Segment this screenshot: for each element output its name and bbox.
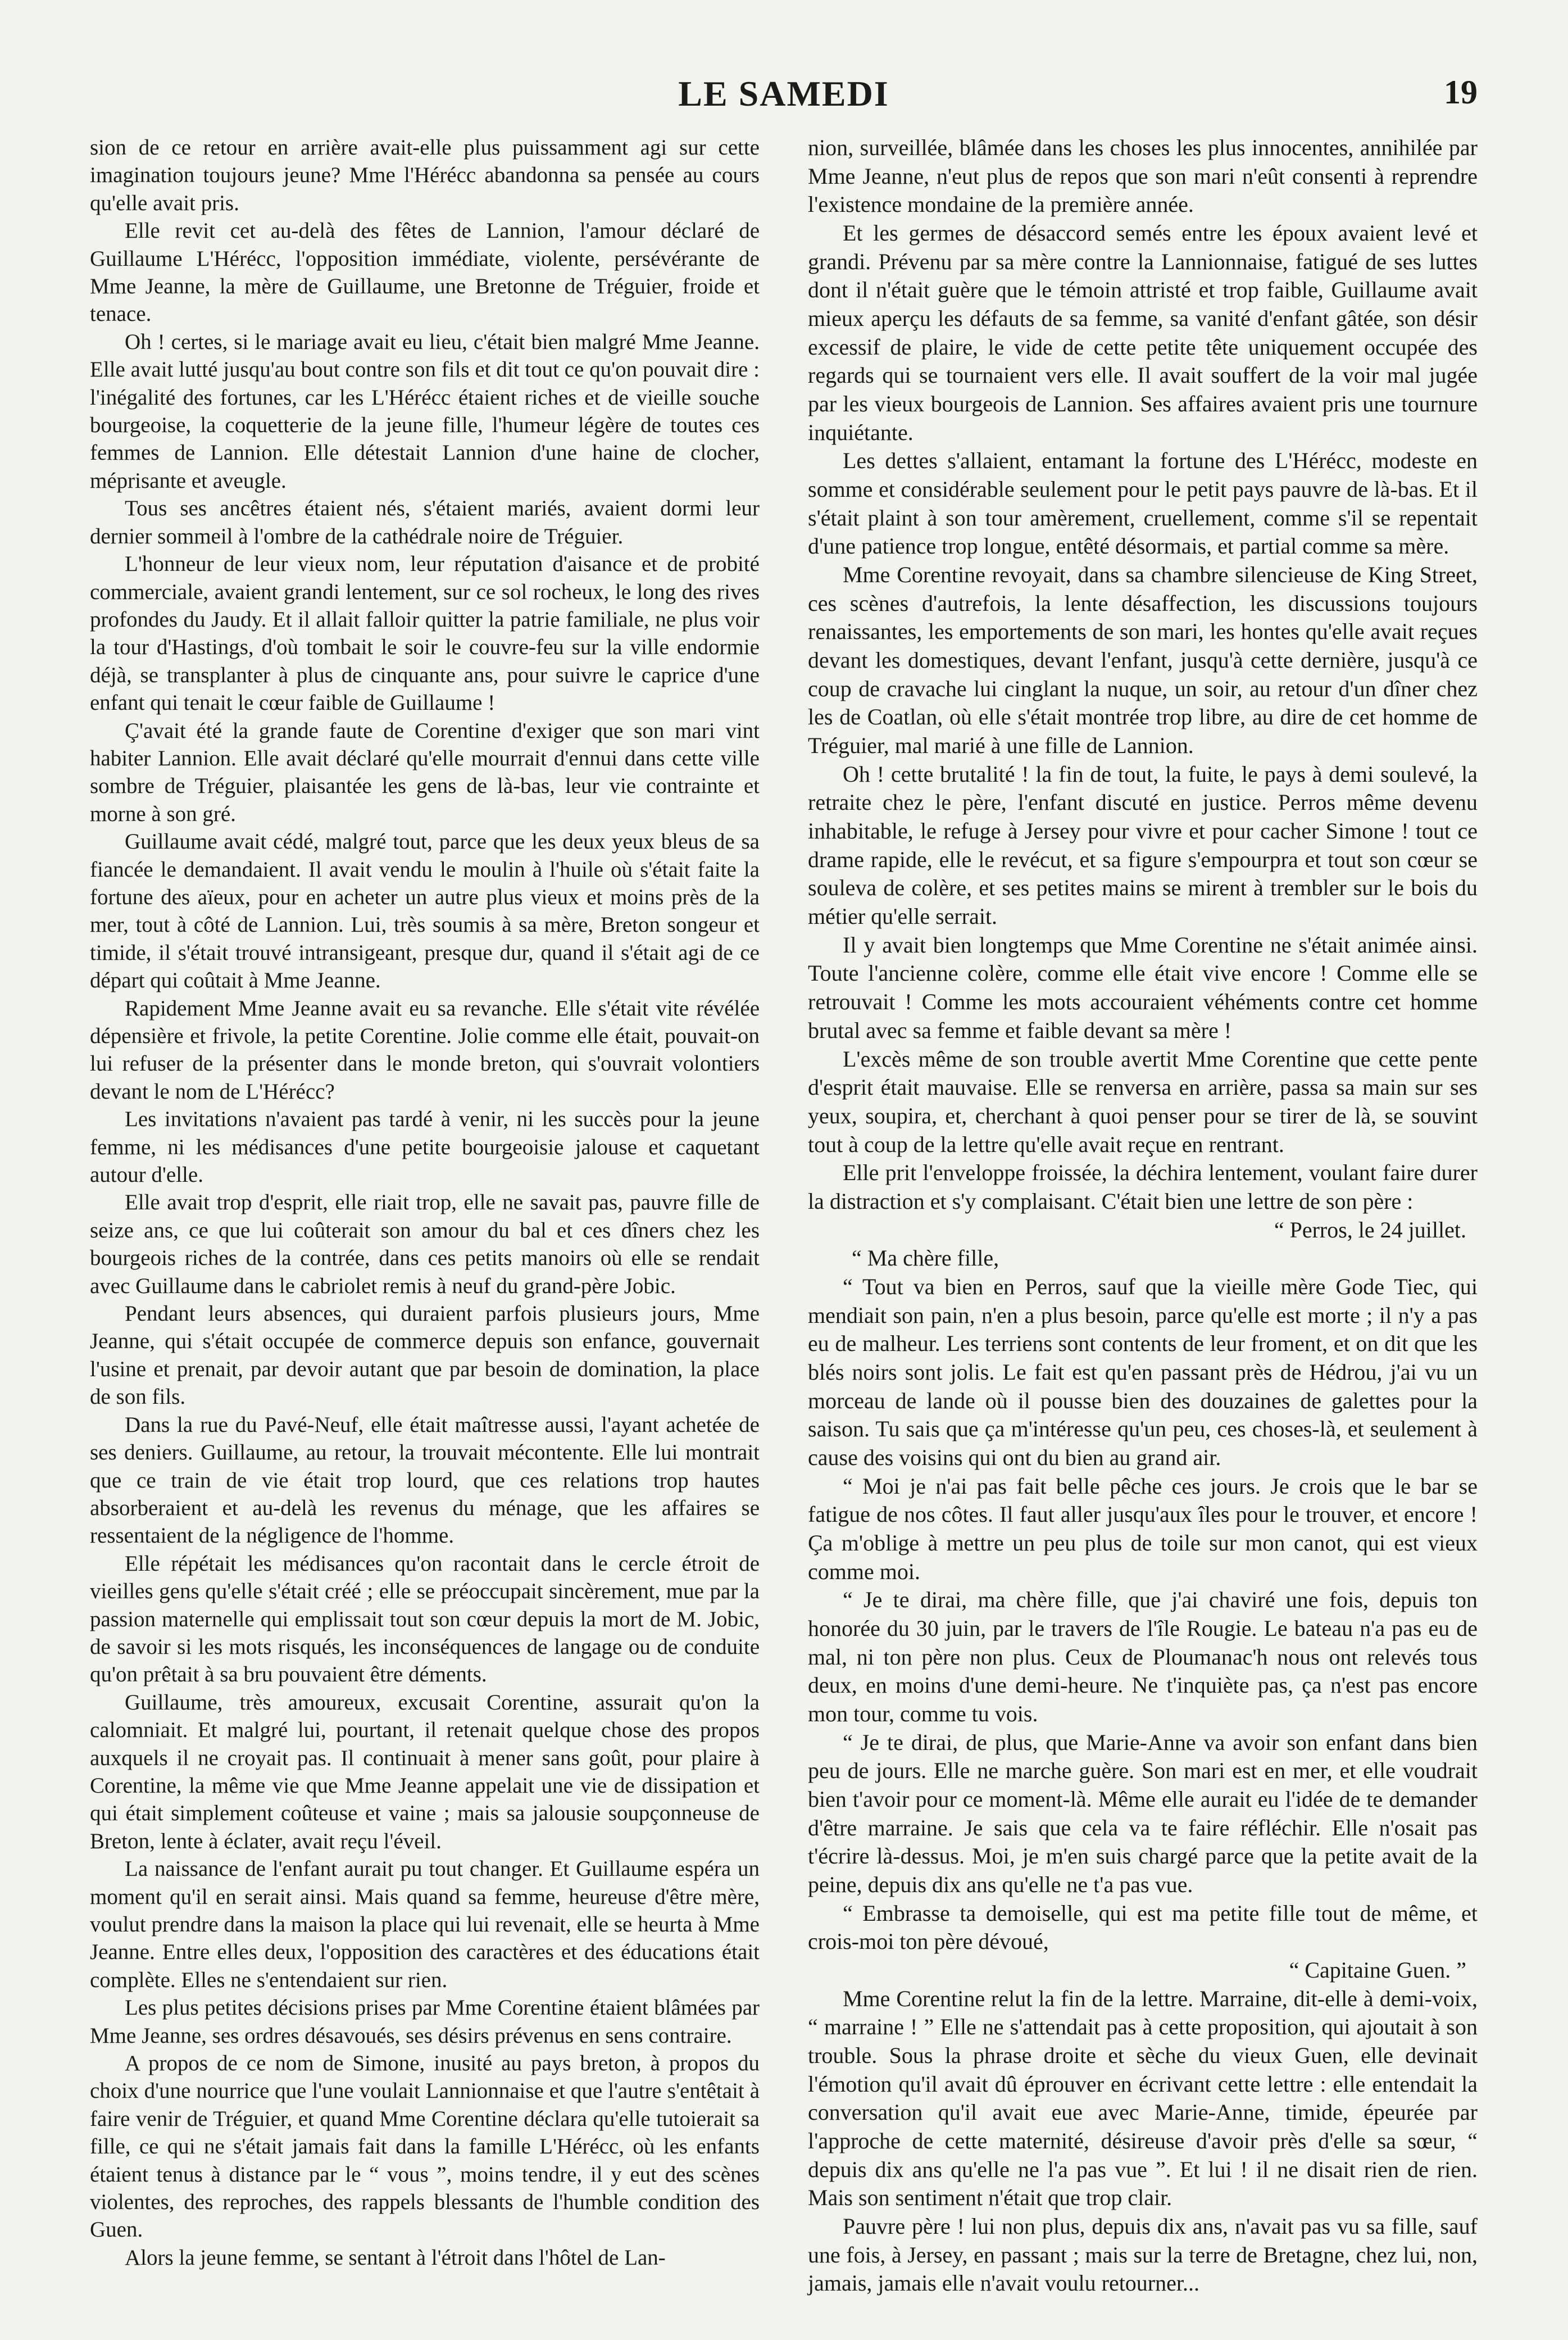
page-number: 19	[1444, 74, 1478, 111]
paragraph: Les plus petites décisions prises par Mme Corentine étaient blâmées par Mme Jeanne, ses ordres désavoués, ses désirs prévenus en sens contraire.	[90, 1996, 760, 2048]
paragraph: Elle prit l'enveloppe froissée, la déchira lentement, voulant faire durer la distraction et s'y complaisant. C'était bien une lettre de son père :	[808, 1160, 1478, 1214]
paragraph: Elle revit cet au-delà des fêtes de Lannion, l'amour déclaré de Guillaume L'Hérécc, l'opposition immédiate, violente, persévérante de Mme Jeanne, la mère de Guillaume, une Bretonne de Tréguier, froide et tenace.	[90, 219, 760, 326]
paragraph: Pauvre père ! lui non plus, depuis dix ans, n'avait pas vu sa fille, sauf une fois, à Jersey, en passant ; mais sur la terre de Bretagne, chez lui, non, jamais, jamais elle n'avait voulu retourner...	[808, 2214, 1478, 2296]
paragraph: Les dettes s'allaient, entamant la fortune des L'Hérécc, modeste en somme et considérable seulement pour le petit pays pauvre de là-bas. Et il s'était plaint à son tour amèrement, cruellement, comme s'il se repentait d'une patience trop longue, entêté désormais, et partial comme sa mère.	[808, 448, 1478, 559]
masthead	[90, 73, 1478, 118]
paragraph: Mme Corentine relut la fin de la lettre. Marraine, dit-elle à demi-voix, “ marraine ! ” Elle ne s'attendait pas à cette proposition, qui ajoutait à son trouble. Sous la phrase droite et sèche du vieux Guen, elle devinait l'émotion qu'il avait dû éprouver en écrivant cette lettre : elle entendait la conversation qu'il avait eue avec Marie-Anne, timide, épeurée par l'approche de cette maternité, désireuse d'avoir près d'elle sa sœur, “ depuis dix ans qu'elle ne l'a pas vue ”. Et lui ! il ne disait rien de rien. Mais son sentiment n'était que trop clair.	[808, 1985, 1478, 2211]
paragraph: Guillaume avait cédé, malgré tout, parce que les deux yeux bleus de sa fiancée le demandaient. Il avait vendu le moulin à l'huile où s'était faite la fortune des aïeux, pour en acheter un autre plus vieux et moins près de la mer, tout à côté de Lannion. Lui, très soumis à sa mère, Breton songeur et timide, il s'était trouvé intransigeant, presque dur, quand il s'était agi de ce départ qui coûtait à Mme Jeanne.	[90, 829, 760, 993]
paragraph: Rapidement Mme Jeanne avait eu sa revanche. Elle s'était vite révélée dépensière et frivole, la petite Corentine. Jolie comme elle était, pouvait-on lui refuser de la présenter dans le monde breton, qui s'ouvrait volontiers devant le nom de L'Hérécc?	[90, 996, 760, 1104]
paragraph: Il y avait bien longtemps que Mme Corentine ne s'était animée ainsi. Toute l'ancienne colère, comme elle était vive encore ! Comme elle se retrouvait ! Comme les mots accouraient véhéments contre cet homme brutal avec sa femme et faible devant sa mère !	[808, 932, 1478, 1043]
paragraph: Ç'avait été la grande faute de Corentine d'exiger que son mari vint habiter Lannion. Elle avait déclaré qu'elle mourrait d'ennui dans cette ville sombre de Tréguier, plaisantée les gens de là-bas, leur vie contrainte et morne à son gré.	[90, 718, 760, 826]
paragraph: Pendant leurs absences, qui duraient parfois plusieurs jours, Mme Jeanne, qui s'était occupée de commerce depuis son enfance, gouvernait l'usine et prenait, par devoir autant que par besoin de domination, la place de son fils.	[90, 1301, 760, 1409]
paragraph: A propos de ce nom de Simone, inusité au pays breton, à propos du choix d'une nourrice que l'une voulait Lannionnaise et que l'autre s'entêtait à faire venir de Tréguier, et quand Mme Corentine déclara qu'elle tutoierait sa fille, ce qui ne s'était jamais fait dans la famille L'Hérécc, où les enfants étaient tenus à distance par le “ vous ”, moins tendre, il y eut des scènes violentes, des reproches, des rappels blessants de l'humble condition des Guen.	[90, 2051, 760, 2242]
paragraph: L'honneur de leur vieux nom, leur réputation d'aisance et de probité commerciale, avaient grandi lentement, sur ce sol rocheux, le long des rives profondes du Jaudy. Et il allait falloir quitter la patrie familiale, ne plus voir la tour d'Hastings, d'où tombait le soir le couvre-feu sur la ville endormie déjà, se transplanter à plus de cinquante ans, pour suivre le caprice d'une enfant qui tenait le cœur faible de Guillaume !	[90, 552, 760, 715]
paragraph: sion de ce retour en arrière avait-elle plus puissamment agi sur cette imagination toujours jeune? Mme l'Hérécc abandonna sa pensée au cours qu'elle avait pris.	[90, 135, 760, 215]
paragraph: Oh ! certes, si le mariage avait eu lieu, c'était bien malgré Mme Jeanne. Elle avait lutté jusqu'au bout contre son fils et dit tout ce qu'on pouvait dire : l'inégalité des fortunes, car les L'Hérécc étaient riches et de vieille souche bourgeoise, la coquetterie de la jeune fille, l'humeur légère de toutes ces femmes de Lannion. Elle détestait Lannion d'une haine de clocher, méprisante et aveugle.	[90, 329, 760, 493]
publication-title: LE SAMEDI	[678, 74, 889, 114]
letter-paragraph: “ Moi je n'ai pas fait belle pêche ces jours. Je crois que le bar se fatigue de nos côtes. Il faut aller jusqu'aux îles pour le trouver, et encore ! Ça m'oblige à mettre un peu plus de toile sur mon canot, qui est vieux comme moi.	[808, 1473, 1478, 1584]
text-column-right	[808, 134, 1478, 2298]
paragraph: Guillaume, très amoureux, excusait Corentine, assurait qu'on la calomniait. Et malgré lui, pourtant, il retenait quelque chose des propos auxquels il ne croyait pas. Il continuait à mener sans goût, pour plaire à Corentine, la même vie que Mme Jeanne appelait une vie de dissipation et qui était simplement coûteuse et vaine ; mais sa jalousie soupçonneuse de Breton, lente à éclater, avait reçu l'éveil.	[90, 1690, 760, 1853]
paragraph: Oh ! cette brutalité ! la fin de tout, la fuite, le pays à demi soulevé, la retraite chez le père, l'enfant discuté en justice. Perros même devenu inhabitable, le refuge à Jersey pour vivre et pour cacher Simone ! tout ce drame rapide, elle le revécut, et sa figure s'empourpra et tout son cœur se souleva de colère, et ses petites mains se mirent à trembler sur le bois du métier qu'elle serrait.	[808, 761, 1478, 929]
paragraph: nion, surveillée, blâmée dans les choses les plus innocentes, annihilée par Mme Jeanne, n'eut plus de repos que son mari n'eût consenti à reprendre l'existence mondaine de la première année.	[808, 135, 1478, 217]
letter-salutation: “ Ma chère fille,	[852, 1245, 999, 1271]
letter-paragraph: “ Je te dirai, ma chère fille, que j'ai chaviré une fois, depuis ton honorée du 30 juin, par le travers de l'île Rougie. Le bateau n'a pas eu de mal, ni ton père non plus. Ceux de Ploumanac'h nous ont relevés tous deux, en moins d'une demi-heure. Ne t'inquiète pas, ça n'est pas encore mon tour, comme tu vois.	[808, 1587, 1478, 1726]
paragraph: Alors la jeune femme, se sentant à l'étroit dans l'hôtel de Lan-	[125, 2245, 666, 2270]
paragraph: La naissance de l'enfant aurait pu tout changer. Et Guillaume espéra un moment qu'il en serait ainsi. Mais quand sa femme, heureuse d'être mère, voulut prendre dans la maison la place qui lui revenait, elle se heurta à Mme Jeanne. Entre elles deux, l'opposition des caractères et des éducations était complète. Elles ne s'entendaient sur rien.	[90, 1857, 760, 1992]
letter-paragraph: “ Je te dirai, de plus, que Marie-Anne va avoir son enfant dans bien peu de jours. Elle ne marche guère. Son mari est en mer, et elle voudrait bien t'avoir pour ce moment-là. Même elle aurait eu l'idée de te demander d'être marraine. Je sais que cela va te faire réfléchir. Elle n'osait pas t'écrire là-dessus. Moi, je m'en suis chargé parce que la petite avait de la peine, depuis dix ans qu'elle ne t'a pas vue.	[808, 1729, 1478, 1897]
letter-paragraph: “ Embrasse ta demoiselle, qui est ma petite fille tout de même, et crois-moi ton père dévoué,	[808, 1900, 1478, 1954]
paragraph: Les invitations n'avaient pas tardé à venir, ni les succès pour la jeune femme, ni les médisances d'une petite bourgeoisie jalouse et caquetant autour d'elle.	[90, 1107, 760, 1187]
paragraph: Tous ses ancêtres étaient nés, s'étaient mariés, avaient dormi leur dernier sommeil à l'ombre de la cathédrale noire de Tréguier.	[90, 496, 760, 548]
paragraph: Dans la rue du Pavé-Neuf, elle était maîtresse aussi, l'ayant achetée de ses deniers. Guillaume, au retour, la trouvait mécontente. Elle lui montrait que ce train de vie était trop lourd, que ces relations trop hautes absorberaient et au-delà les revenus du ménage, que les affaires se ressentaient de la négligence de l'homme.	[90, 1412, 760, 1548]
paragraph: Elle répétait les médisances qu'on racontait dans le cercle étroit de vieilles gens qu'elle s'était créé ; elle se préoccupait sincèrement, mue par la passion maternelle qui emplissait tout son cœur depuis la mort de M. Jobic, de savoir si les mots risqués, les inconséquences de langage ou de conduite qu'on prêtait à sa bru pouvaient être déments.	[90, 1551, 760, 1687]
letter-signature: “ Capitaine Guen. ”	[1289, 1957, 1466, 1983]
paragraph: L'excès même de son trouble avertit Mme Corentine que cette pente d'esprit était mauvaise. Elle se renversa en arrière, passa sa main sur ses yeux, soupira, et, cherchant à quoi penser pour se tirer de là, se souvint tout à coup de la lettre qu'elle avait reçue en rentrant.	[808, 1046, 1478, 1157]
paragraph: Mme Corentine revoyait, dans sa chambre silencieuse de King Street, ces scènes d'autrefois, la lente désaffection, les discussions toujours renaissantes, les emportements de son mari, les hontes qu'elle avait reçues devant les domestiques, devant l'enfant, jusqu'à cette dernière, jusqu'à ce coup de cravache lui cinglant la nuque, un soir, au retour d'un dîner chez les de Coatlan, où elle s'était montrée trop libre, au dire de cet homme de Tréguier, mal marié à une fille de Lannion.	[808, 562, 1478, 759]
letter-paragraph: “ Tout va bien en Perros, sauf que la vieille mère Gode Tiec, qui mendiait son pain, n'en a plus besoin, parce qu'elle est morte ; il n'y a pas eu de malheur. Les terriens sont contents de leur froment, et on dit que les blés noirs sont jolis. Le fait est qu'en passant près de Hédrou, j'ai vu un morceau de lande où il pousse bien des douzaines de galettes pour la saison. Tu sais que ça m'intéresse qu'un peu, ces choses-là, et seulement à cause des voisins qui ont du bien au grand air.	[808, 1273, 1478, 1470]
text-column-left	[90, 134, 760, 2271]
paragraph: Elle avait trop d'esprit, elle riait trop, elle ne savait pas, pauvre fille de seize ans, ce que lui coûterait son amour du bal et ces dîners chez les bourgeois riches de la contrée, dans ces petits manoirs où elle se rendait avec Guillaume dans le cabriolet remis à neuf du grand-père Jobic.	[90, 1190, 760, 1298]
letter-dateline: “ Perros, le 24 juillet.	[1274, 1217, 1466, 1242]
paragraph: Et les germes de désaccord semés entre les époux avaient levé et grandi. Prévenu par sa mère contre la Lannionnaise, fatigué de ses luttes dont il n'était guère que le témoin attristé et trop faible, Guillaume avait mieux aperçu les défauts de sa femme, sa vanité d'enfant gâtée, son désir excessif de plaire, le vide de cette petite tête uniquement occupée des regards qui se tournaient vers elle. Il avait souffert de la voir mal jugée par les vieux bourgeois de Lannion. Ses affaires avaient pris une tournure inquiétante.	[808, 220, 1478, 445]
